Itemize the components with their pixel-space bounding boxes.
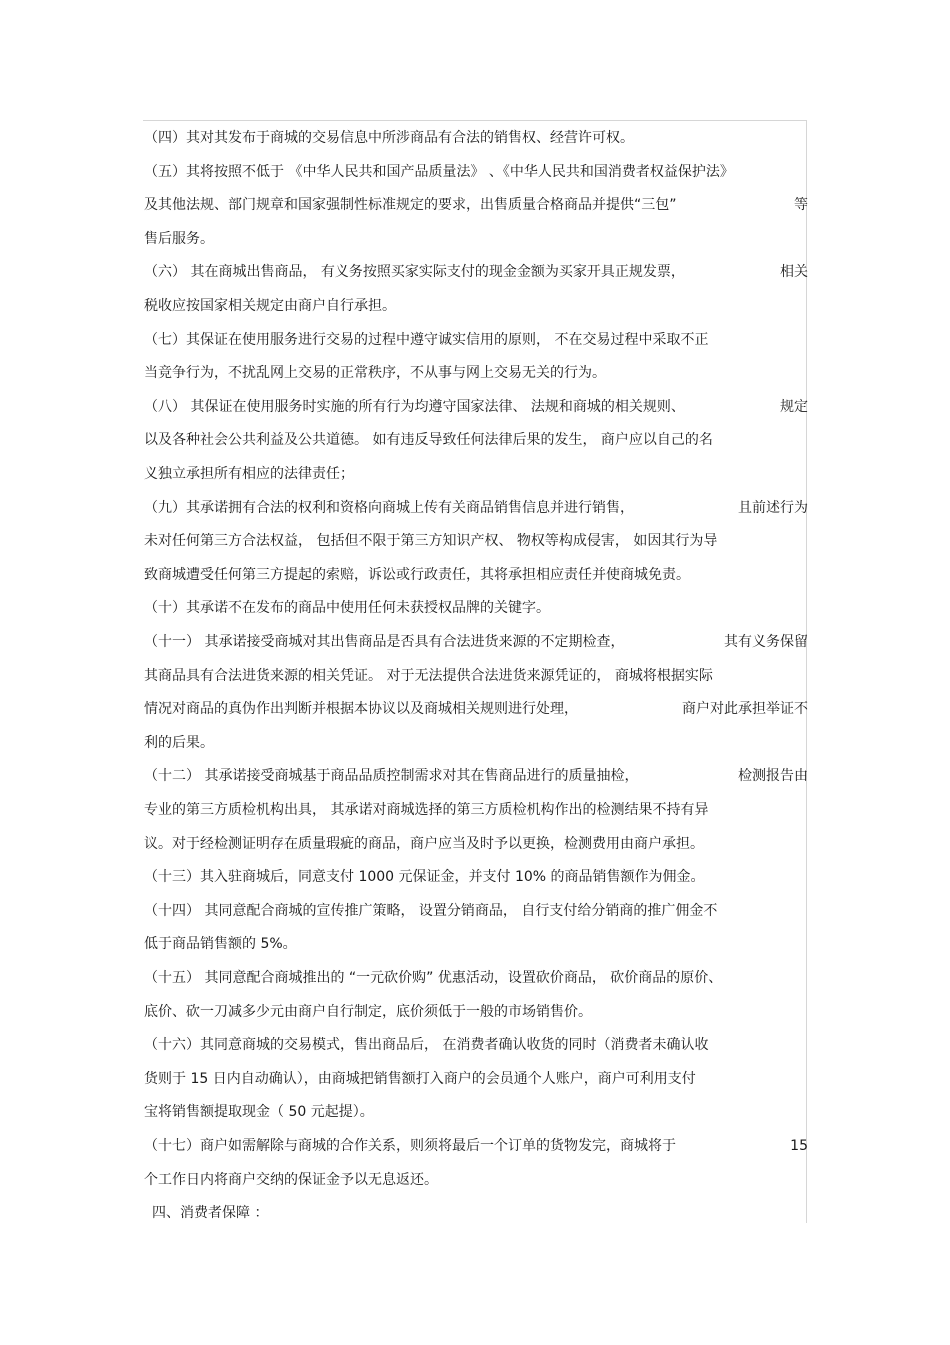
text-line xyxy=(144,597,808,619)
line-text: 以及各种社会公共利益及公共道德。 如有违反导致任何法律后果的发生， 商户应以自己的名 xyxy=(144,432,713,448)
line-text: 宝将销售额提取现金（ 50 元起提）。 xyxy=(144,1104,374,1120)
line-text: （五）其将按照不低于 《中华人民共和国产品质量法》 、《中华人民共和国消费者权益保护法》 xyxy=(144,164,734,180)
line-text: 及其他法规、部门规章和国家强制性标准规定的要求，出售质量合格商品并提供“三包” xyxy=(144,197,677,213)
line-text: （十一） 其承诺接受商城对其出售商品是否具有合法进货来源的不定期检查， xyxy=(144,634,625,650)
text-line xyxy=(144,1001,808,1023)
line-text: （六） 其在商城出售商品， 有义务按照买家实际支付的现金金额为买家开具正规发票， xyxy=(144,264,685,280)
text-line xyxy=(144,362,808,384)
text-line xyxy=(144,463,808,485)
line-text: （十二） 其承诺接受商城基于商品品质控制需求对其在售商品进行的质量抽检， xyxy=(144,768,639,784)
text-line xyxy=(144,429,808,451)
line-text: 未对任何第三方合法权益， 包括但不限于第三方知识产权、 物权等构成侵害， 如因其行为导 xyxy=(144,533,718,549)
line-text: 当竞争行为，不扰乱网上交易的正常秩序，不从事与网上交易无关的行为。 xyxy=(144,365,606,381)
text-line xyxy=(144,1068,808,1090)
text-line xyxy=(144,1101,808,1123)
line-text: 专业的第三方质检机构出具， 其承诺对商城选择的第三方质检机构作出的检测结果不持有异 xyxy=(144,802,709,818)
line-text: 议。对于经检测证明存在质量瑕疵的商品，商户应当及时予以更换，检测费用由商户承担。 xyxy=(144,836,704,852)
text-line xyxy=(144,799,808,821)
text-line xyxy=(152,1202,816,1224)
line-text: 税收应按国家相关规定由商户自行承担。 xyxy=(144,298,396,314)
text-line xyxy=(144,765,808,787)
text-line xyxy=(144,295,808,317)
line-text-right: 规定 xyxy=(780,399,808,415)
line-text-right: 商户对此承担举证不 xyxy=(682,701,808,717)
line-text: （九）其承诺拥有合法的权利和资格向商城上传有关商品销售信息并进行销售， xyxy=(144,500,634,516)
line-text: （十四） 其同意配合商城的宣传推广策略， 设置分销商品， 自行支付给分销商的推广佣金不 xyxy=(144,903,718,919)
text-line xyxy=(144,228,808,250)
text-line xyxy=(144,194,808,216)
text-line xyxy=(144,732,808,754)
line-text: 情况对商品的真伪作出判断并根据本协议以及商城相关规则进行处理， xyxy=(144,701,578,717)
line-text: （十六）其同意商城的交易模式，售出商品后， 在消费者确认收货的同时（消费者未确认收 xyxy=(144,1037,709,1053)
text-line xyxy=(144,1034,808,1056)
line-text-right: 等 xyxy=(794,197,808,213)
text-line xyxy=(144,665,808,687)
text-line xyxy=(144,261,808,283)
line-text-right: 15 xyxy=(790,1138,808,1154)
line-text: 致商城遭受任何第三方提起的索赔，诉讼或行政责任，其将承担相应责任并使商城免责。 xyxy=(144,567,690,583)
line-text: 货则于 15 日内自动确认），由商城把销售额打入商户的会员通个人账户，商户可利用支付 xyxy=(144,1071,696,1087)
text-line xyxy=(144,329,808,351)
line-text: 底价、砍一刀减多少元由商户自行制定，底价须低于一般的市场销售价。 xyxy=(144,1004,592,1020)
text-line xyxy=(144,698,808,720)
line-text: 利的后果。 xyxy=(144,735,214,751)
line-text: （十）其承诺不在发布的商品中使用任何未获授权品牌的关键字。 xyxy=(144,600,550,616)
text-line xyxy=(144,900,808,922)
line-text: （七）其保证在使用服务进行交易的过程中遵守诚实信用的原则， 不在交易过程中采取不正 xyxy=(144,332,709,348)
text-line xyxy=(144,833,808,855)
text-line xyxy=(144,396,808,418)
text-line xyxy=(144,127,808,149)
line-text-right: 且前述行为 xyxy=(738,500,808,516)
line-text-right: 其有义务保留 xyxy=(724,634,808,650)
text-line xyxy=(144,1169,808,1191)
text-line xyxy=(144,530,808,552)
line-text: 义独立承担所有相应的法律责任； xyxy=(144,466,354,482)
line-text: （四）其对其发布于商城的交易信息中所涉商品有合法的销售权、经营许可权。 xyxy=(144,130,634,146)
line-text-right: 相关 xyxy=(780,264,808,280)
line-text: 其商品具有合法进货来源的相关凭证。 对于无法提供合法进货来源凭证的， 商城将根据实际 xyxy=(144,668,713,684)
line-text: （八） 其保证在使用服务时实施的所有行为均遵守国家法律、 法规和商城的相关规则、 xyxy=(144,399,685,415)
line-text: 四、消费者保障 ： xyxy=(152,1205,269,1221)
text-line xyxy=(144,631,808,653)
text-line xyxy=(144,1135,808,1157)
line-text: 个工作日内将商户交纳的保证金予以无息返还。 xyxy=(144,1172,438,1188)
text-line xyxy=(144,866,808,888)
line-text: 低于商品销售额的 5%。 xyxy=(144,936,297,952)
line-text: 售后服务。 xyxy=(144,231,214,247)
line-text: （十五） 其同意配合商城推出的 “一元砍价购” 优惠活动，设置砍价商品， 砍价商品的原价、 xyxy=(144,970,723,986)
text-line xyxy=(144,564,808,586)
text-line xyxy=(144,161,808,183)
line-text: （十七）商户如需解除与商城的合作关系，则须将最后一个订单的货物发完，商城将于 xyxy=(144,1138,676,1154)
text-line xyxy=(144,933,808,955)
line-text-right: 检测报告由 xyxy=(738,768,808,784)
text-line xyxy=(144,497,808,519)
text-line xyxy=(144,967,808,989)
line-text: （十三）其入驻商城后，同意支付 1000 元保证金，并支付 10% 的商品销售额作为佣金。 xyxy=(144,869,705,885)
